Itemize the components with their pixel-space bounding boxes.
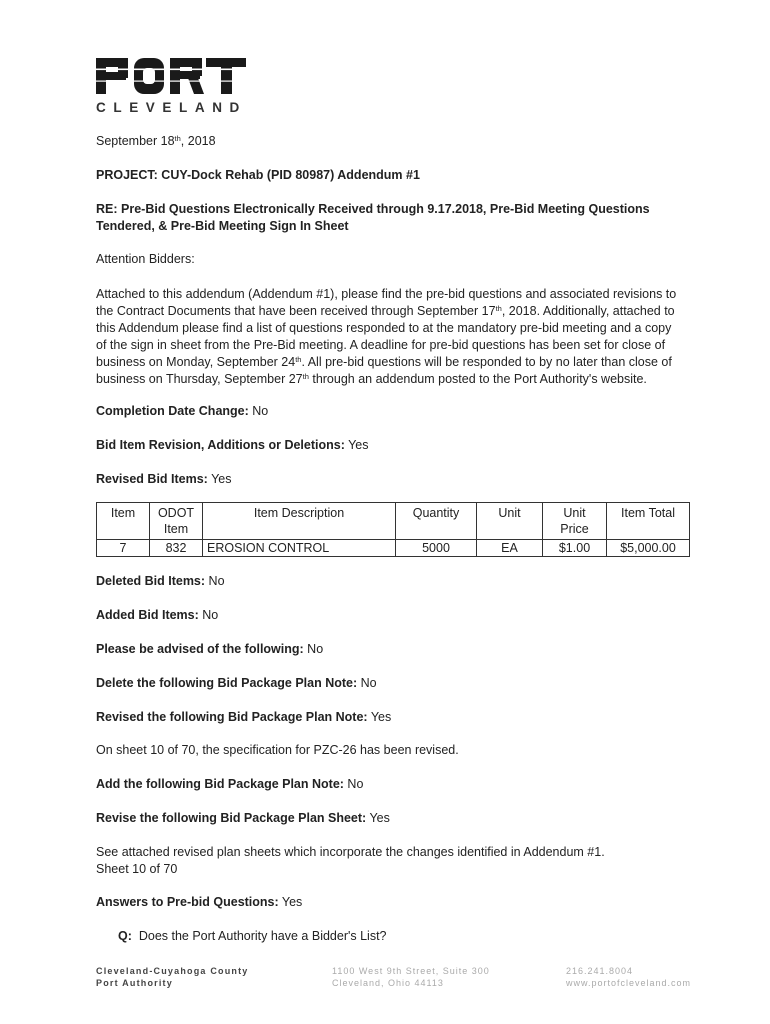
footer-address-line-2: Cleveland, Ohio 44113	[332, 978, 444, 988]
re-line-1: RE: Pre-Bid Questions Electronically Received through 9.17.2018, Pre-Bid Meeting Questions	[96, 202, 650, 216]
table-header-row	[97, 503, 690, 540]
cell-description: EROSION CONTROL	[203, 540, 396, 557]
cell-item-total: $5,000.00	[607, 540, 690, 557]
body-line-4: of the sign in sheet from the Pre-Bid meeting. A deadline for pre-bid questions has been set for close of	[96, 338, 666, 352]
cell-item: 7	[97, 540, 150, 557]
col-item-description: Item Description	[203, 503, 396, 540]
port-cleveland-logo	[96, 56, 247, 115]
salutation: Attention Bidders:	[96, 252, 195, 266]
footer-address	[332, 965, 490, 989]
logo-city-text: CLEVELAND	[96, 100, 247, 115]
col-unit: Unit	[477, 503, 543, 540]
footer-organization	[96, 965, 249, 989]
col-item: Item	[97, 503, 150, 540]
col-quantity: Quantity	[396, 503, 477, 540]
bid-item-revision: Bid Item Revision, Additions or Deletions: Yes	[96, 438, 369, 452]
body-line-6: business on Thursday, September 27th through an addendum posted to the Port Authority's website.	[96, 372, 647, 386]
revise-plan-sheet: Revise the following Bid Package Plan Sheet: Yes	[96, 811, 390, 825]
body-line-3: this Addendum please find a list of questions responded to at the mandatory pre-bid meeting and a copy	[96, 321, 672, 335]
delete-plan-note: Delete the following Bid Package Plan Note: No	[96, 676, 377, 690]
cell-odot-item: 832	[150, 540, 203, 557]
cell-unit: EA	[477, 540, 543, 557]
body-line-5: business on Monday, September 24th. All pre-bid questions will be responded to by no later than close of	[96, 355, 672, 369]
letter-date: September 18th, 2018	[96, 134, 216, 148]
please-be-advised: Please be advised of the following: No	[96, 642, 324, 656]
revise-plan-sheet-text-1: See attached revised plan sheets which incorporate the changes identified in Addendum #1.	[96, 845, 605, 859]
footer-address-line-1: 1100 West 9th Street, Suite 300	[332, 966, 490, 976]
cell-unit-price: $1.00	[543, 540, 607, 557]
col-item-total: Item Total	[607, 503, 690, 540]
port-logo-mark	[96, 56, 246, 96]
body-line-2: the Contract Documents that have been received through September 17th, 2018. Additionally, attached to	[96, 304, 675, 318]
project-title: PROJECT: CUY-Dock Rehab (PID 80987) Addendum #1	[96, 168, 420, 182]
body-line-1: Attached to this addendum (Addendum #1), please find the pre-bid questions and associated revisions to	[96, 287, 677, 301]
footer-org-line-1: Cleveland-Cuyahoga County	[96, 966, 249, 976]
col-odot-item: ODOT Item	[150, 503, 203, 540]
footer-org-line-2: Port Authority	[96, 978, 173, 988]
revise-plan-sheet-text-2: Sheet 10 of 70	[96, 862, 178, 876]
add-plan-note: Add the following Bid Package Plan Note: No	[96, 777, 364, 791]
completion-date-change: Completion Date Change: No	[96, 404, 269, 418]
added-bid-items: Added Bid Items: No	[96, 608, 219, 622]
revised-bid-items: Revised Bid Items: Yes	[96, 472, 232, 486]
revised-plan-note-text: On sheet 10 of 70, the specification for PZC-26 has been revised.	[96, 743, 459, 757]
answers-to-questions: Answers to Pre-bid Questions: Yes	[96, 895, 303, 909]
deleted-bid-items: Deleted Bid Items: No	[96, 574, 225, 588]
footer-website: www.portofcleveland.com	[566, 978, 692, 988]
revised-plan-note: Revised the following Bid Package Plan Note: Yes	[96, 710, 392, 724]
bid-items-table	[96, 502, 690, 557]
re-line-2: Tendered, & Pre-Bid Meeting Sign In Sheet	[96, 219, 349, 233]
cell-quantity: 5000	[396, 540, 477, 557]
footer-phone: 216.241.8004	[566, 966, 634, 976]
table-row	[97, 540, 690, 557]
col-unit-price: Unit Price	[543, 503, 607, 540]
question-1: Q: Does the Port Authority have a Bidder's List?	[118, 929, 387, 943]
footer-contact	[566, 965, 691, 989]
